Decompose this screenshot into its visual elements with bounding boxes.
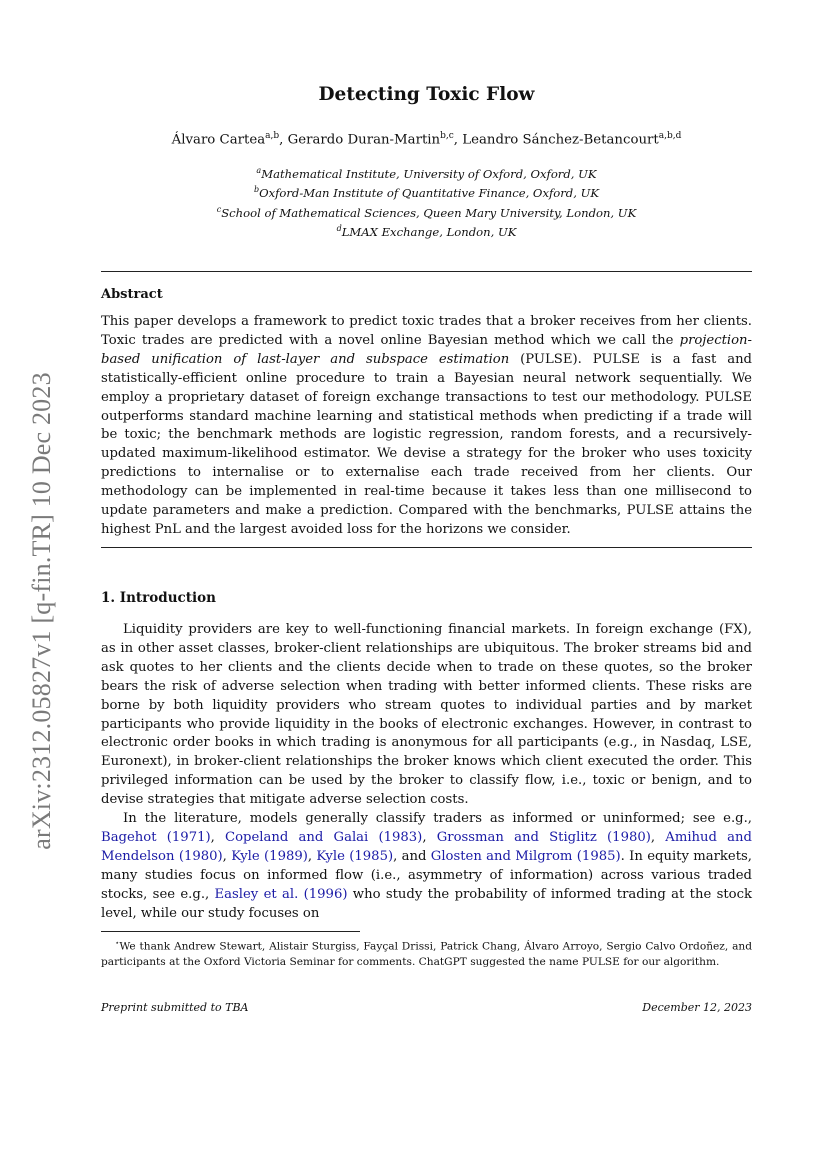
citation-link[interactable]: Bagehot: [101, 829, 157, 845]
paper-title: Detecting Toxic Flow: [318, 84, 535, 105]
text-run: , and: [393, 848, 431, 864]
citation-link[interactable]: Kyle: [231, 848, 260, 864]
preprint-date: December 12, 2023: [642, 1001, 752, 1014]
text-run: who study the probability of informed trading at the stock level, while our study focuses on: [101, 886, 752, 921]
affiliation-list: [101, 163, 752, 241]
author-marks: a,b,d: [658, 131, 682, 141]
author-name: Álvaro Cartea: [171, 132, 266, 148]
preprint-note: Preprint submitted to TBA: [101, 1001, 249, 1014]
abstract-top-rule: [101, 271, 752, 272]
text-run: [597, 830, 607, 845]
text-run: [157, 830, 167, 845]
arxiv-identifier: arXiv:2312.05827v1 [q-fin.TR] 10 Dec 2023: [27, 372, 56, 850]
text-run: ,: [650, 829, 666, 845]
paragraph: [101, 810, 752, 923]
affiliation-text: Oxford-Man Institute of Quantitative Finance, Oxford, UK: [259, 186, 600, 201]
footnote: [101, 936, 752, 971]
author-marks: b,c: [440, 131, 454, 141]
affiliation: [101, 163, 752, 182]
affiliation: [101, 182, 752, 201]
affiliation-text: School of Mathematical Sciences, Queen Mary University, London, UK: [221, 205, 637, 220]
citation-link[interactable]: Copeland and Galai: [225, 829, 369, 845]
paragraph: Liquidity providers are key to well-functioning financial markets. In foreign exchange (FX), as in other asset classes, broker-client relationships are ubiquitous. The broker streams bid and ask quotes to her clients and the clients decide when to trade on these quotes, so the broker bears the risk of adverse selection when trading with better informed clients. These risks are borne by both liquidity providers who stream quotes to individual parties and by market participants who provide liquidity in the books of electronic exchanges. However, in contrast to electronic order books in which trading is anonymous for all participants (e.g., in Nasdaq, LSE, Euronext), in broker-client relationships the broker knows which client executed the order. This privileged information can be used by the broker to classify flow, i.e., toxic or benign, and to devise strategies that mitigate adverse selection costs.: [101, 622, 752, 808]
citation-link[interactable]: Easley et al.: [214, 886, 299, 902]
author-name: Gerardo Duran-Martin: [287, 132, 441, 148]
citation-link[interactable]: (1971): [166, 829, 211, 845]
text-run: . In equity markets, many studies focus on informed flow (i.e., asymmetry of information) across various traded stocks, see e.g.,: [101, 848, 752, 902]
author-name: Leandro Sánchez-Betancourt: [462, 132, 659, 148]
abstract-text-part: (PULSE). PULSE is a fast and statistically-efficient online procedure to train a Bayesian neural network sequentially. We employ a proprietary dataset of foreign exchange transactions to test our methodology. PULSE outperforms standard machine learning and statistical methods when predicting if a trade will be toxic; the benchmark methods are logistic regression, random forests, and a recursively-updated maximum-likelihood estimator. We devise a strategy for the broker who uses toxicity predictions to internalise or to externalise each trade received from her clients. Our methodology can be implemented in real-time because it takes less than one millisecond to update parameters and make a prediction. Compared with the benchmarks, PULSE attains the highest PnL and the largest avoided loss for the horizons we consider.: [101, 351, 752, 537]
author-list: Álvaro Cartea$^{a,b}$, Gerardo Duran-Martin$^{b,c}$, Leandro Sánchez-Betancourt$^{a,b,d}$: [171, 131, 682, 148]
abstract-heading: Abstract: [101, 287, 163, 302]
introduction-body: [101, 621, 752, 924]
author-marks: a,b: [265, 131, 280, 141]
text-run: ,: [307, 848, 317, 864]
text-run: ,: [222, 848, 232, 864]
citation-link[interactable]: (1985): [349, 848, 394, 864]
citation-link[interactable]: (1980): [607, 829, 651, 845]
affiliation-mark: d: [336, 224, 342, 234]
citation-link[interactable]: (1983): [378, 829, 423, 845]
footnote-text: We thank Andrew Stewart, Alistair Sturgiss, Fayçal Drissi, Patrick Chang, Álvaro Arroyo, Sergio Calvo Ordoñez, and participants at the Oxford Victoria Seminar for comments. ChatGPT suggested the name PULSE for our algorithm.: [101, 940, 752, 969]
section-heading: 1. Introduction: [101, 590, 216, 606]
abstract-bottom-rule: [101, 547, 752, 548]
citation-link[interactable]: Grossman and Stiglitz: [436, 829, 597, 845]
text-run: ,: [210, 829, 226, 845]
citation-link[interactable]: Amihud and Mendelson: [101, 829, 752, 864]
text-run: [368, 830, 378, 845]
arxiv-sidebar-stamp: [22, 351, 62, 871]
abstract-emphasis: projection-based unification of last-layer and subspace estimation: [101, 332, 752, 367]
citation-link[interactable]: Glosten and Milgrom: [430, 848, 573, 864]
text-run: In the literature, models generally classify traders as informed or uninformed; see e.g.,: [123, 811, 752, 827]
citation-link[interactable]: (1989): [264, 848, 308, 864]
affiliation-text: LMAX Exchange, London, UK: [341, 225, 517, 240]
citation-link[interactable]: (1996): [303, 886, 348, 902]
affiliation-mark: b: [253, 185, 260, 195]
citation-link[interactable]: Kyle: [316, 848, 345, 864]
affiliation: [101, 202, 752, 221]
abstract-text-part: This paper develops a framework to predict toxic trades that a broker receives from her clients. Toxic trades are predicted with a novel online Bayesian method which we call the: [101, 314, 752, 348]
abstract-text: [101, 313, 752, 540]
citation-link[interactable]: (1980): [178, 848, 223, 864]
affiliation-text: Mathematical Institute, University of Oxford, Oxford, UK: [261, 166, 597, 181]
affiliation: [101, 221, 752, 240]
affiliation-mark: c: [216, 204, 222, 214]
affiliation-mark: a: [256, 166, 262, 175]
citation-link[interactable]: (1985): [576, 848, 621, 864]
text-run: ,: [422, 829, 437, 845]
footnote-rule: [101, 931, 360, 932]
footnote-mark: ⋆: [115, 939, 120, 947]
